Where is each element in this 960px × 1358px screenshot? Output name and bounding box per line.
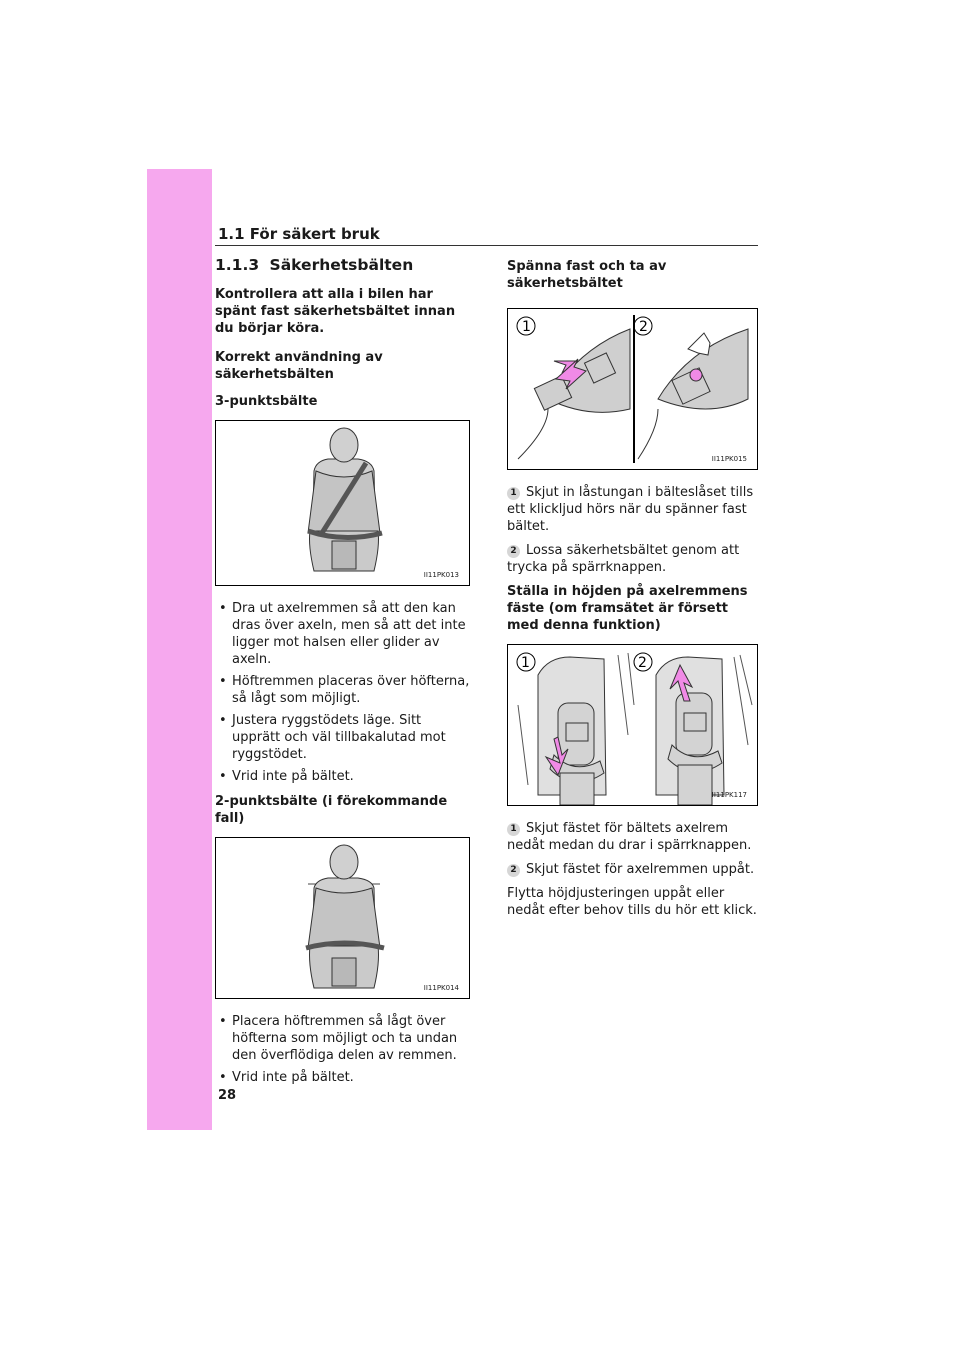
- figure-code: II11PK015: [711, 455, 747, 463]
- step-height-1: [507, 820, 762, 854]
- step-text: Skjut fästet för axelremmen uppåt.: [526, 862, 755, 877]
- section-title-text: Säkerhetsbälten: [269, 256, 414, 274]
- fig3-label-2: 2: [639, 319, 648, 335]
- list-item: • Placera höftremmen så lågt över höfterna som möjligt och ta undan den överflödiga delen av remmen.: [215, 1013, 473, 1064]
- list-item: • Vrid inte på bältet.: [215, 1069, 473, 1086]
- figure-code: II11PK013: [423, 571, 459, 579]
- list-item: • Dra ut axelremmen så att den kan dras över axeln, men så att det inte ligger mot halsen eller glider av axeln.: [215, 600, 473, 668]
- figure-code: II11PK014: [423, 984, 459, 992]
- fig4-label-2: 2: [638, 655, 647, 671]
- chapter-sidebar-tab: [147, 169, 212, 1130]
- heading-3pt: 3-punktsbälte: [215, 394, 318, 409]
- right-column: [507, 256, 762, 925]
- step-fasten-1: [507, 484, 762, 535]
- closing-text: Flytta höjdjusteringen uppåt eller nedåt efter behov tills du hör ett klick.: [507, 886, 757, 918]
- shoulder-anchor-illustration: [508, 645, 757, 805]
- figure-fasten-belt: [507, 308, 758, 470]
- step-number-badge: 2: [507, 864, 520, 877]
- fig3-label-1: 1: [522, 319, 531, 335]
- heading-2pt: 2-punktsbälte (i förekommande fall): [215, 794, 448, 826]
- page-number: 28: [218, 1088, 237, 1103]
- heading-height-adjust: Ställa in höjden på axelremmens fäste (om framsätet är försett med denna funktion): [507, 584, 748, 633]
- intro-text: Kontrollera att alla i bilen har spänt fast säkerhetsbältet innan du börjar köra.: [215, 287, 456, 336]
- running-header: 1.1 För säkert bruk: [218, 225, 380, 243]
- step-height-2: [507, 861, 762, 878]
- left-column: [215, 256, 473, 1094]
- list-item: • Höftremmen placeras över höfterna, så lågt som möjligt.: [215, 673, 473, 707]
- seated-person-3pt-illustration: [216, 421, 469, 585]
- figure-code: II11PK117: [711, 791, 747, 799]
- heading-correct-use: Korrekt användning av säkerhetsbälten: [215, 350, 383, 382]
- buckle-illustration: [508, 309, 757, 469]
- list-item: • Justera ryggstödets läge. Sitt upprätt och väl tillbakalutad mot ryggstödet.: [215, 712, 473, 763]
- fig4-label-1: 1: [521, 655, 530, 671]
- step-text: Skjut fästet för bältets axelrem nedåt medan du drar i spärrknappen.: [507, 821, 752, 853]
- figure-height-adjust: [507, 644, 758, 806]
- heading-fasten: Spänna fast och ta av säkerhetsbältet: [507, 259, 667, 291]
- step-text: Lossa säkerhetsbältet genom att trycka på spärrknappen.: [507, 543, 740, 575]
- step-text: Skjut in låstungan i bälteslåset tills ett klickljud hörs när du spänner fast bältet.: [507, 485, 754, 534]
- step-number-badge: 1: [507, 487, 520, 500]
- section-number: 1.1.3: [215, 256, 260, 274]
- list-item: • Vrid inte på bältet.: [215, 768, 473, 785]
- step-number-badge: 2: [507, 545, 520, 558]
- step-number-badge: 1: [507, 823, 520, 836]
- step-fasten-2: [507, 542, 762, 576]
- seated-person-2pt-illustration: [216, 838, 469, 998]
- header-rule: [215, 245, 758, 246]
- figure-3pt-belt: [215, 420, 470, 586]
- section-title: [215, 256, 473, 274]
- bullets-2pt: [215, 1013, 473, 1086]
- figure-2pt-belt: [215, 837, 470, 999]
- bullets-3pt: [215, 600, 473, 785]
